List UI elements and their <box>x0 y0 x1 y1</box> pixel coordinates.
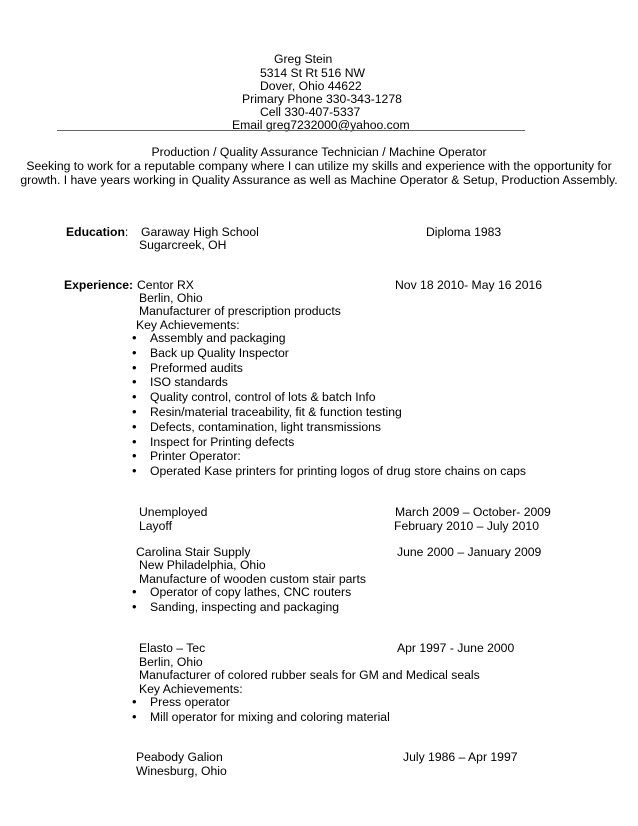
elasto-achievements-list <box>150 695 390 725</box>
elasto-company: Elasto – Tec <box>139 641 206 655</box>
layoff-dates: February 2010 – July 2010 <box>394 519 539 533</box>
list-item: • Sanding, inspecting and packaging <box>150 600 351 615</box>
list-item: • Assembly and packaging <box>150 331 526 346</box>
education-city: Sugarcreek, OH <box>139 238 227 252</box>
centor-company: Centor RX <box>137 278 194 292</box>
list-item: • Operated Kase printers for printing logos of drug store chains on caps <box>150 464 526 479</box>
primary-phone: Primary Phone 330-343-1278 <box>242 92 402 106</box>
cell-phone: Cell 330-407-5337 <box>260 105 361 119</box>
elasto-dates: Apr 1997 - June 2000 <box>397 641 515 655</box>
carolina-dates: June 2000 – January 2009 <box>397 545 542 559</box>
elasto-city: Berlin, Ohio <box>139 655 203 669</box>
address-line-1: 5314 St Rt 516 NW <box>260 66 365 80</box>
peabody-company: Peabody Galion <box>136 750 223 764</box>
list-item: • Back up Quality Inspector <box>150 346 526 361</box>
email-line: Email greg7232000@yahoo.com <box>232 118 410 132</box>
education-school: Garaway High School <box>141 225 259 239</box>
list-item: • Defects, contamination, light transmissions <box>150 420 526 435</box>
objective-line-2: growth. I have years working in Quality Assurance as well as Machine Operator & Setup, Production Assembly. <box>20 173 618 187</box>
objective-title: Production / Quality Assurance Technician / Machine Operator <box>151 145 487 159</box>
centor-city: Berlin, Ohio <box>139 291 203 305</box>
carolina-duties-list <box>150 585 351 615</box>
experience-label: Experience: <box>64 278 134 292</box>
peabody-city: Winesburg, Ohio <box>136 764 227 778</box>
list-item: • Mill operator for mixing and coloring material <box>150 710 390 725</box>
list-item: • Resin/material traceability, fit & function testing <box>150 405 526 420</box>
resume-name: Greg Stein <box>274 52 333 66</box>
carolina-company: Carolina Stair Supply <box>136 545 251 559</box>
education-label: Education <box>66 225 125 239</box>
education-colon: : <box>124 225 129 239</box>
list-item: • ISO standards <box>150 375 526 390</box>
list-item: • Operator of copy lathes, CNC routers <box>150 585 351 600</box>
education-heading <box>66 225 128 239</box>
elasto-achievements-heading: Key Achievements: <box>139 682 243 696</box>
layoff-label: Layoff <box>139 519 172 533</box>
list-item: • Quality control, control of lots & batch Info <box>150 390 526 405</box>
education-diploma: Diploma 1983 <box>426 225 502 239</box>
unemployed-label: Unemployed <box>139 505 208 519</box>
centor-achievements-heading: Key Achievements: <box>136 318 240 332</box>
carolina-city: New Philadelphia, Ohio <box>139 558 266 572</box>
list-item: • Inspect for Printing defects <box>150 435 526 450</box>
list-item: • Preformed audits <box>150 361 526 376</box>
header-divider <box>57 130 525 131</box>
centor-description: Manufacturer of prescription products <box>139 304 341 318</box>
objective-line-1: Seeking to work for a reputable company where I can utilize my skills and experience with the opportunity for <box>26 159 612 173</box>
peabody-dates: July 1986 – Apr 1997 <box>403 750 518 764</box>
unemployed-dates: March 2009 – October- 2009 <box>395 505 551 519</box>
centor-achievements-list <box>150 331 526 479</box>
centor-dates: Nov 18 2010- May 16 2016 <box>395 278 543 292</box>
address-line-2: Dover, Ohio 44622 <box>260 79 362 93</box>
elasto-description: Manufacturer of colored rubber seals for GM and Medical seals <box>139 668 480 682</box>
carolina-description: Manufacture of wooden custom stair parts <box>139 572 366 586</box>
list-item: • Printer Operator: <box>150 449 526 464</box>
list-item: • Press operator <box>150 695 390 710</box>
